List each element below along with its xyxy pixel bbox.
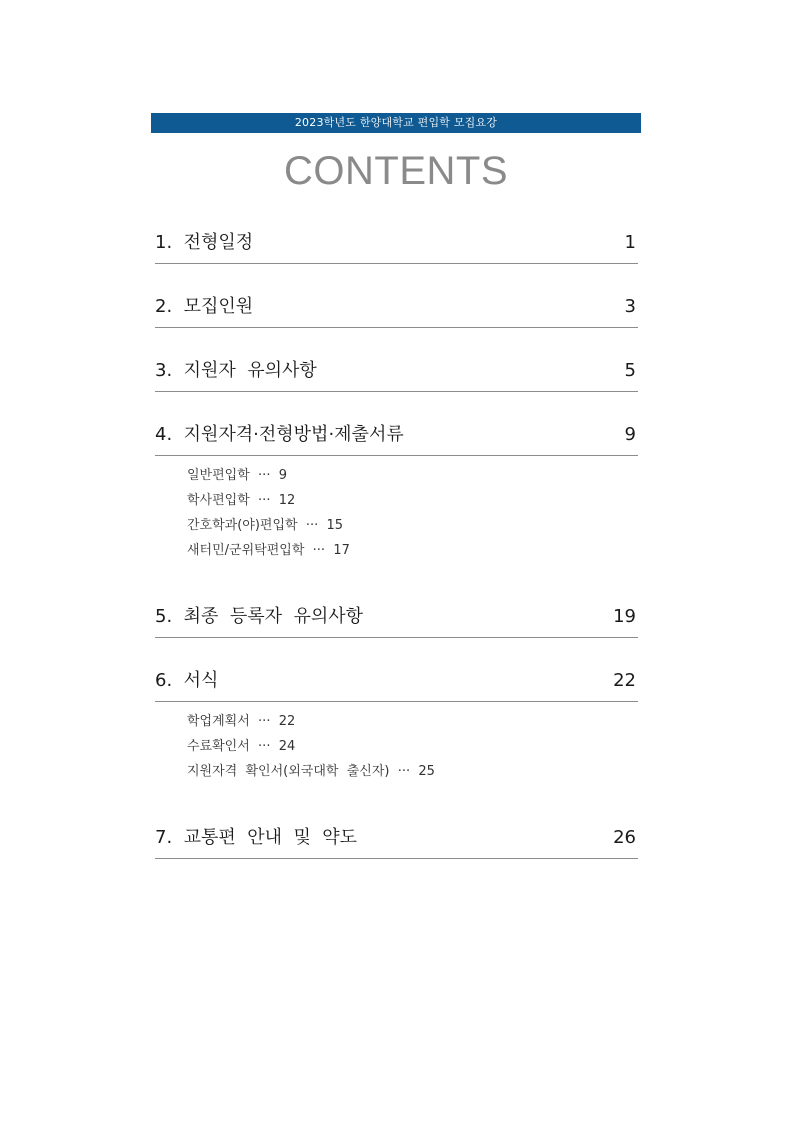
toc-entry-label: 3. 지원자 유의사항: [155, 360, 317, 381]
toc-entry-page: 19: [613, 606, 636, 627]
toc-entry-label: 2. 모집인원: [155, 296, 254, 317]
toc-entry-3[interactable]: [155, 357, 638, 392]
toc-sublist-6: [187, 709, 435, 784]
toc-entry-5[interactable]: [155, 603, 638, 638]
toc-entry-label: 4. 지원자격·전형방법·제출서류: [155, 424, 404, 445]
toc-entry-page: 22: [613, 670, 636, 691]
toc-entry-page: 26: [613, 827, 636, 848]
toc-subentry[interactable]: 일반편입학 ··· 9: [187, 468, 287, 483]
toc-sublist-4: [187, 463, 350, 563]
toc-subentry[interactable]: 지원자격 확인서(외국대학 출신자) ··· 25: [187, 764, 435, 779]
toc-entry-page: 3: [624, 296, 636, 317]
toc-entry-6[interactable]: [155, 667, 638, 702]
document-header-bar: [151, 113, 641, 133]
toc-entry-label: 7. 교통편 안내 및 약도: [155, 827, 358, 848]
toc-entry-label: 6. 서식: [155, 670, 219, 691]
toc-entry-7[interactable]: [155, 824, 638, 859]
toc-entry-label: 5. 최종 등록자 유의사항: [155, 606, 363, 627]
contents-title: CONTENTS: [284, 149, 508, 193]
toc-entry-4[interactable]: [155, 421, 638, 456]
toc-entry-2[interactable]: [155, 293, 638, 328]
toc-subentry[interactable]: 학사편입학 ··· 12: [187, 493, 296, 508]
toc-subentry[interactable]: 간호학과(야)편입학 ··· 15: [187, 518, 344, 533]
toc-entry-1[interactable]: [155, 229, 638, 264]
toc-entry-label: 1. 전형일정: [155, 232, 254, 253]
document-header-title: 2023학년도 한양대학교 편입학 모집요강: [294, 116, 498, 129]
toc-entry-page: 1: [624, 232, 636, 253]
toc-entry-page: 5: [624, 360, 636, 381]
toc-entry-page: 9: [624, 424, 636, 445]
toc-subentry[interactable]: 수료확인서 ··· 24: [187, 739, 296, 754]
toc-subentry[interactable]: 새터민/군위탁편입학 ··· 17: [187, 543, 350, 558]
toc-subentry[interactable]: 학업계획서 ··· 22: [187, 714, 296, 729]
